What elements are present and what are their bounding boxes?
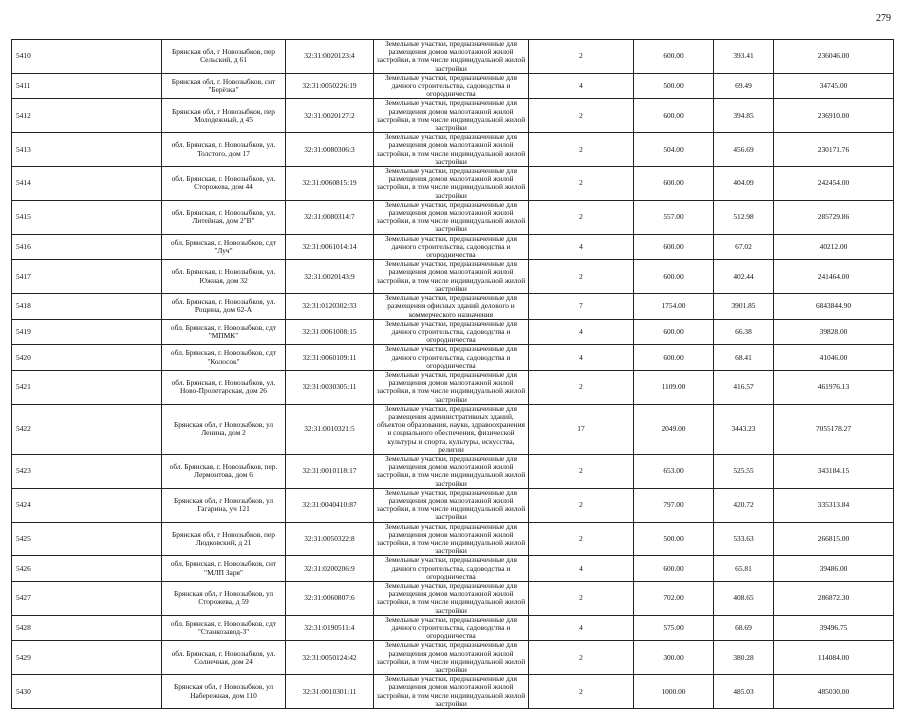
row-address: Брянская обл, г Новозыбков, ул Гагарина, уч 121 xyxy=(162,488,286,522)
row-cadastral-number: 32:31:0190511:4 xyxy=(286,615,374,641)
table-row xyxy=(12,200,894,234)
row-group: 4 xyxy=(529,615,634,641)
row-cadastral-number: 32:31:0050322:8 xyxy=(286,522,374,556)
table-row xyxy=(12,345,894,371)
row-area: 600.00 xyxy=(634,40,714,74)
row-cadastral-number: 32:31:0060815:19 xyxy=(286,167,374,201)
row-specific-value: 66.38 xyxy=(714,319,774,345)
row-land-use: Земельные участки, предназначенные для размещения домов малоэтажной жилой застройки, в том числе индивидуальной жилой застройки xyxy=(374,40,529,74)
table-row xyxy=(12,167,894,201)
row-area: 300.00 xyxy=(634,641,714,675)
row-cadastral-value: 236046.00 xyxy=(774,40,894,74)
row-land-use: Земельные участки, предназначенные для размещения домов малоэтажной жилой застройки, в том числе индивидуальной жилой застройки xyxy=(374,522,529,556)
row-area: 557.00 xyxy=(634,200,714,234)
row-number: 5417 xyxy=(12,260,162,294)
row-cadastral-number: 32:31:0061014:14 xyxy=(286,234,374,260)
row-address: обл. Брянская, г. Новозыбков, снт "МЛП Заря" xyxy=(162,556,286,582)
page-number: 279 xyxy=(876,13,891,24)
row-specific-value: 393.41 xyxy=(714,40,774,74)
row-number: 5416 xyxy=(12,234,162,260)
row-number: 5419 xyxy=(12,319,162,345)
row-land-use: Земельные участки, предназначенные для дачного строительства, садоводства и огородничества xyxy=(374,234,529,260)
row-address: обл. Брянская, г. Новозыбков, ул. Солнечная, дом 24 xyxy=(162,641,286,675)
row-area: 500.00 xyxy=(634,522,714,556)
row-cadastral-value: 39486.00 xyxy=(774,556,894,582)
row-number: 5425 xyxy=(12,522,162,556)
row-specific-value: 3901.85 xyxy=(714,294,774,320)
row-group: 2 xyxy=(529,99,634,133)
row-group: 2 xyxy=(529,641,634,675)
row-number: 5422 xyxy=(12,404,162,454)
table-row xyxy=(12,454,894,488)
row-address: обл. Брянская, г. Новозыбков, ул. Толстого, дом 17 xyxy=(162,133,286,167)
row-cadastral-value: 39828.00 xyxy=(774,319,894,345)
row-specific-value: 485.03 xyxy=(714,675,774,709)
row-cadastral-number: 32:31:0080314:7 xyxy=(286,200,374,234)
row-specific-value: 512.98 xyxy=(714,200,774,234)
row-specific-value: 69.49 xyxy=(714,73,774,99)
table-row xyxy=(12,73,894,99)
row-specific-value: 456.69 xyxy=(714,133,774,167)
row-group: 17 xyxy=(529,404,634,454)
row-address: Брянская обл, г Новозыбков, пер Молодежный, д 45 xyxy=(162,99,286,133)
row-land-use: Земельные участки, предназначенные для размещения домов малоэтажной жилой застройки, в том числе индивидуальной жилой застройки xyxy=(374,454,529,488)
row-cadastral-number: 32:31:0030305:11 xyxy=(286,370,374,404)
row-land-use: Земельные участки, предназначенные для дачного строительства, садоводства и огородничества xyxy=(374,73,529,99)
row-specific-value: 3443.23 xyxy=(714,404,774,454)
row-cadastral-value: 41046.00 xyxy=(774,345,894,371)
row-cadastral-value: 241464.00 xyxy=(774,260,894,294)
row-address: обл. Брянская, г. Новозыбков, ул. Литейная, дом 2"В" xyxy=(162,200,286,234)
row-land-use: Земельные участки, предназначенные для размещения домов малоэтажной жилой застройки, в том числе индивидуальной жилой застройки xyxy=(374,641,529,675)
row-group: 2 xyxy=(529,133,634,167)
row-cadastral-value: 266815.00 xyxy=(774,522,894,556)
row-cadastral-value: 461976.13 xyxy=(774,370,894,404)
row-specific-value: 68.69 xyxy=(714,615,774,641)
cadastral-value-table xyxy=(11,39,894,709)
row-number: 5428 xyxy=(12,615,162,641)
table-body xyxy=(12,40,894,709)
row-area: 600.00 xyxy=(634,345,714,371)
table-row xyxy=(12,675,894,709)
row-cadastral-value: 34745.00 xyxy=(774,73,894,99)
row-cadastral-value: 242454.00 xyxy=(774,167,894,201)
row-number: 5421 xyxy=(12,370,162,404)
row-land-use: Земельные участки, предназначенные для размещения офисных зданий делового и коммерческого назначения xyxy=(374,294,529,320)
table-row xyxy=(12,404,894,454)
row-land-use: Земельные участки, предназначенные для размещения домов малоэтажной жилой застройки, в том числе индивидуальной жилой застройки xyxy=(374,488,529,522)
row-area: 1754.00 xyxy=(634,294,714,320)
row-number: 5424 xyxy=(12,488,162,522)
row-number: 5429 xyxy=(12,641,162,675)
row-area: 797.00 xyxy=(634,488,714,522)
table-row xyxy=(12,234,894,260)
row-cadastral-number: 32:31:0080306:3 xyxy=(286,133,374,167)
table-row xyxy=(12,641,894,675)
row-area: 575.00 xyxy=(634,615,714,641)
row-land-use: Земельные участки, предназначенные для размещения домов малоэтажной жилой застройки, в том числе индивидуальной жилой застройки xyxy=(374,582,529,616)
row-cadastral-number: 32:31:0200206:9 xyxy=(286,556,374,582)
row-number: 5412 xyxy=(12,99,162,133)
row-number: 5411 xyxy=(12,73,162,99)
row-land-use: Земельные участки, предназначенные для размещения домов малоэтажной жилой застройки, в том числе индивидуальной жилой застройки xyxy=(374,99,529,133)
row-land-use: Земельные участки, предназначенные для дачного строительства, садоводства и огородничества xyxy=(374,319,529,345)
row-cadastral-value: 230171.76 xyxy=(774,133,894,167)
row-group: 4 xyxy=(529,319,634,345)
row-area: 2049.00 xyxy=(634,404,714,454)
row-group: 2 xyxy=(529,370,634,404)
row-number: 5423 xyxy=(12,454,162,488)
row-group: 2 xyxy=(529,582,634,616)
row-cadastral-value: 7055178.27 xyxy=(774,404,894,454)
row-cadastral-number: 32:31:0010301:11 xyxy=(286,675,374,709)
row-group: 4 xyxy=(529,234,634,260)
row-land-use: Земельные участки, предназначенные для размещения административных зданий, объектов образования, науки, здравоохранения и социального обеспечения, физической культуры и спорта, культуры, искусства, религии xyxy=(374,404,529,454)
row-land-use: Земельные участки, предназначенные для дачного строительства, садоводства и огородничества xyxy=(374,615,529,641)
row-number: 5427 xyxy=(12,582,162,616)
row-cadastral-number: 32:31:0020123:4 xyxy=(286,40,374,74)
table-row xyxy=(12,294,894,320)
row-cadastral-number: 32:31:0020143:9 xyxy=(286,260,374,294)
table-row xyxy=(12,522,894,556)
row-area: 1109.00 xyxy=(634,370,714,404)
row-area: 500.00 xyxy=(634,73,714,99)
row-land-use: Земельные участки, предназначенные для размещения домов малоэтажной жилой застройки, в том числе индивидуальной жилой застройки xyxy=(374,133,529,167)
row-cadastral-value: 335313.84 xyxy=(774,488,894,522)
row-cadastral-value: 343184.15 xyxy=(774,454,894,488)
row-address: обл. Брянская, г. Новозыбков, сдт "Луч" xyxy=(162,234,286,260)
row-area: 600.00 xyxy=(634,319,714,345)
row-group: 2 xyxy=(529,522,634,556)
table-row xyxy=(12,40,894,74)
row-number: 5415 xyxy=(12,200,162,234)
row-group: 2 xyxy=(529,167,634,201)
table-row xyxy=(12,133,894,167)
row-number: 5413 xyxy=(12,133,162,167)
row-cadastral-value: 485030.00 xyxy=(774,675,894,709)
row-area: 702.00 xyxy=(634,582,714,616)
row-group: 4 xyxy=(529,73,634,99)
row-land-use: Земельные участки, предназначенные для размещения домов малоэтажной жилой застройки, в том числе индивидуальной жилой застройки xyxy=(374,167,529,201)
table-row xyxy=(12,370,894,404)
row-cadastral-value: 236910.00 xyxy=(774,99,894,133)
row-group: 2 xyxy=(529,675,634,709)
row-number: 5410 xyxy=(12,40,162,74)
row-area: 600.00 xyxy=(634,556,714,582)
row-cadastral-number: 32:31:0060807:6 xyxy=(286,582,374,616)
row-specific-value: 408.65 xyxy=(714,582,774,616)
row-address: обл. Брянская, г. Новозыбков, сдт "Станкозавод-3" xyxy=(162,615,286,641)
row-land-use: Земельные участки, предназначенные для размещения домов малоэтажной жилой застройки, в том числе индивидуальной жилой застройки xyxy=(374,200,529,234)
row-number: 5420 xyxy=(12,345,162,371)
table-row xyxy=(12,556,894,582)
row-address: обл. Брянская, г. Новозыбков, ул. Рощина, дом 62-А xyxy=(162,294,286,320)
row-area: 600.00 xyxy=(634,260,714,294)
row-specific-value: 394.85 xyxy=(714,99,774,133)
table-row xyxy=(12,615,894,641)
row-address: обл. Брянская, г. Новозыбков, ул. Южная, дом 32 xyxy=(162,260,286,294)
row-specific-value: 380.28 xyxy=(714,641,774,675)
row-cadastral-value: 286872.30 xyxy=(774,582,894,616)
row-group: 2 xyxy=(529,200,634,234)
row-number: 5418 xyxy=(12,294,162,320)
row-cadastral-number: 32:31:0010321:5 xyxy=(286,404,374,454)
row-number: 5414 xyxy=(12,167,162,201)
row-group: 4 xyxy=(529,556,634,582)
row-cadastral-value: 6843844.90 xyxy=(774,294,894,320)
row-group: 4 xyxy=(529,345,634,371)
row-area: 653.00 xyxy=(634,454,714,488)
row-land-use: Земельные участки, предназначенные для размещения домов малоэтажной жилой застройки, в том числе индивидуальной жилой застройки xyxy=(374,260,529,294)
row-cadastral-number: 32:31:0050226:19 xyxy=(286,73,374,99)
row-address: Брянская обл, г Новозыбков, пер Сельский, д 61 xyxy=(162,40,286,74)
row-cadastral-number: 32:31:0060109:11 xyxy=(286,345,374,371)
row-area: 504.00 xyxy=(634,133,714,167)
row-group: 2 xyxy=(529,488,634,522)
row-land-use: Земельные участки, предназначенные для размещения домов малоэтажной жилой застройки, в том числе индивидуальной жилой застройки xyxy=(374,370,529,404)
row-group: 2 xyxy=(529,40,634,74)
row-address: Брянская обл, г Новозыбков, ул Набережная, дом 110 xyxy=(162,675,286,709)
row-area: 600.00 xyxy=(634,167,714,201)
row-cadastral-number: 32:31:0010118:17 xyxy=(286,454,374,488)
row-address: обл. Брянская, г. Новозыбков, сдт "МПМК" xyxy=(162,319,286,345)
row-specific-value: 416.57 xyxy=(714,370,774,404)
row-cadastral-number: 32:31:0040410:87 xyxy=(286,488,374,522)
row-specific-value: 525.55 xyxy=(714,454,774,488)
row-cadastral-value: 39496.75 xyxy=(774,615,894,641)
table-row xyxy=(12,582,894,616)
row-specific-value: 404.09 xyxy=(714,167,774,201)
row-cadastral-number: 32:31:0120302:33 xyxy=(286,294,374,320)
row-address: обл. Брянская, г. Новозыбков, ул. Ново-Пролетарская, дом 26 xyxy=(162,370,286,404)
row-specific-value: 420.72 xyxy=(714,488,774,522)
row-specific-value: 65.81 xyxy=(714,556,774,582)
row-group: 7 xyxy=(529,294,634,320)
row-address: Брянская обл, г. Новозыбков, снт "Берёзка" xyxy=(162,73,286,99)
row-specific-value: 68.41 xyxy=(714,345,774,371)
row-number: 5430 xyxy=(12,675,162,709)
table-row xyxy=(12,488,894,522)
row-address: Брянская обл, г Новозыбков, ул Сторожева, д 59 xyxy=(162,582,286,616)
row-land-use: Земельные участки, предназначенные для размещения домов малоэтажной жилой застройки, в том числе индивидуальной жилой застройки xyxy=(374,675,529,709)
row-cadastral-value: 114084.00 xyxy=(774,641,894,675)
row-address: Брянская обл, г Новозыбков, ул Ленина, дом 2 xyxy=(162,404,286,454)
row-group: 2 xyxy=(529,454,634,488)
row-address: Брянская обл, г Новозыбков, пер Людковский, д 21 xyxy=(162,522,286,556)
row-address: обл. Брянская, г. Новозыбков, сдт "Колосок" xyxy=(162,345,286,371)
row-address: обл. Брянская, г. Новозыбков, пер. Лермонтова, дом 6 xyxy=(162,454,286,488)
row-address: обл. Брянская, г. Новозыбков, ул. Сторожева, дом 44 xyxy=(162,167,286,201)
row-cadastral-number: 32:31:0050124:42 xyxy=(286,641,374,675)
table-row xyxy=(12,319,894,345)
row-group: 2 xyxy=(529,260,634,294)
row-land-use: Земельные участки, предназначенные для дачного строительства, садоводства и огородничества xyxy=(374,345,529,371)
row-land-use: Земельные участки, предназначенные для дачного строительства, садоводства и огородничества xyxy=(374,556,529,582)
row-area: 600.00 xyxy=(634,234,714,260)
row-number: 5426 xyxy=(12,556,162,582)
row-area: 600.00 xyxy=(634,99,714,133)
table-row xyxy=(12,99,894,133)
row-specific-value: 67.02 xyxy=(714,234,774,260)
row-cadastral-value: 285729.86 xyxy=(774,200,894,234)
row-area: 1000.00 xyxy=(634,675,714,709)
row-cadastral-value: 40212.00 xyxy=(774,234,894,260)
row-cadastral-number: 32:31:0061008:15 xyxy=(286,319,374,345)
table-row xyxy=(12,260,894,294)
row-cadastral-number: 32:31:0020127:2 xyxy=(286,99,374,133)
row-specific-value: 533.63 xyxy=(714,522,774,556)
row-specific-value: 402.44 xyxy=(714,260,774,294)
